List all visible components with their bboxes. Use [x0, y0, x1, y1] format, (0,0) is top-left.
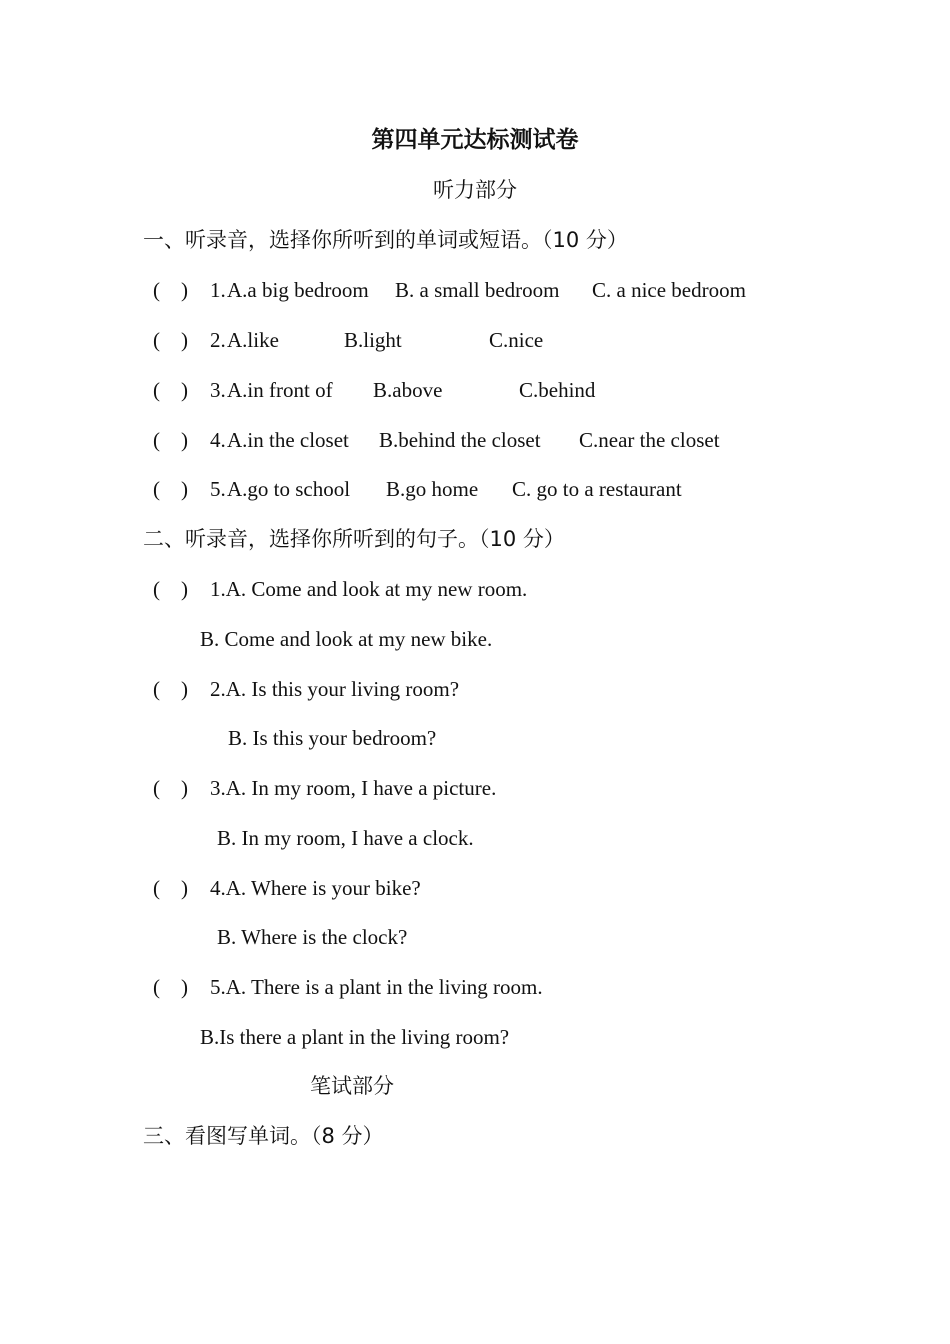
option-c: C.near the closet: [579, 428, 720, 452]
option-c: C.behind: [519, 378, 596, 402]
answer-blank[interactable]: ( ): [153, 776, 188, 800]
option-c: C.nice: [489, 328, 544, 352]
answer-blank[interactable]: ( ): [153, 975, 188, 999]
option-a: A.in the closet: [227, 428, 349, 452]
answer-blank[interactable]: ( ): [153, 876, 188, 900]
option-a: 3.A. In my room, I have a picture.: [210, 776, 497, 800]
section3-heading: 三、看图写单词。（8 分）: [143, 1124, 384, 1148]
question-number: 2.: [210, 328, 226, 352]
question-number: 5.: [210, 477, 226, 501]
question-number: 1.: [210, 278, 226, 302]
option-b: B.light: [344, 328, 402, 352]
question-number: 4.: [210, 428, 226, 452]
option-a: A.a big bedroom: [227, 278, 369, 302]
option-a: A.like: [227, 328, 279, 352]
listening-header: 听力部分: [433, 178, 517, 202]
option-b: B.above: [373, 378, 443, 402]
option-a: 5.A. There is a plant in the living room.: [210, 975, 543, 999]
page-title: 第四单元达标测试卷: [371, 127, 579, 153]
section1-heading: 一、听录音，选择你所听到的单词或短语。（10 分）: [143, 228, 628, 252]
option-a: A.in front of: [227, 378, 333, 402]
option-b: B. Is this your bedroom?: [228, 726, 437, 750]
option-b: B.Is there a plant in the living room?: [200, 1025, 510, 1049]
option-b: B. Where is the clock?: [217, 925, 408, 949]
option-c: C. a nice bedroom: [592, 278, 746, 302]
answer-blank[interactable]: ( ): [153, 328, 188, 352]
option-a: 1.A. Come and look at my new room.: [210, 577, 528, 601]
answer-blank[interactable]: ( ): [153, 477, 188, 501]
answer-blank[interactable]: ( ): [153, 577, 188, 601]
option-a: 2.A. Is this your living room?: [210, 677, 460, 701]
answer-blank[interactable]: ( ): [153, 378, 188, 402]
option-b: B.go home: [386, 477, 479, 501]
option-b: B. In my room, I have a clock.: [217, 826, 474, 850]
answer-blank[interactable]: ( ): [153, 278, 188, 302]
question-number: 3.: [210, 378, 226, 402]
option-c: C. go to a restaurant: [512, 477, 682, 501]
answer-blank[interactable]: ( ): [153, 428, 188, 452]
option-b: B. a small bedroom: [395, 278, 560, 302]
option-b: B. Come and look at my new bike.: [200, 627, 493, 651]
option-a: 4.A. Where is your bike?: [210, 876, 421, 900]
option-b: B.behind the closet: [379, 428, 541, 452]
written-header: 笔试部分: [310, 1074, 394, 1098]
section2-heading: 二、听录音，选择你所听到的句子。（10 分）: [143, 527, 565, 551]
answer-blank[interactable]: ( ): [153, 677, 188, 701]
option-a: A.go to school: [227, 477, 351, 501]
